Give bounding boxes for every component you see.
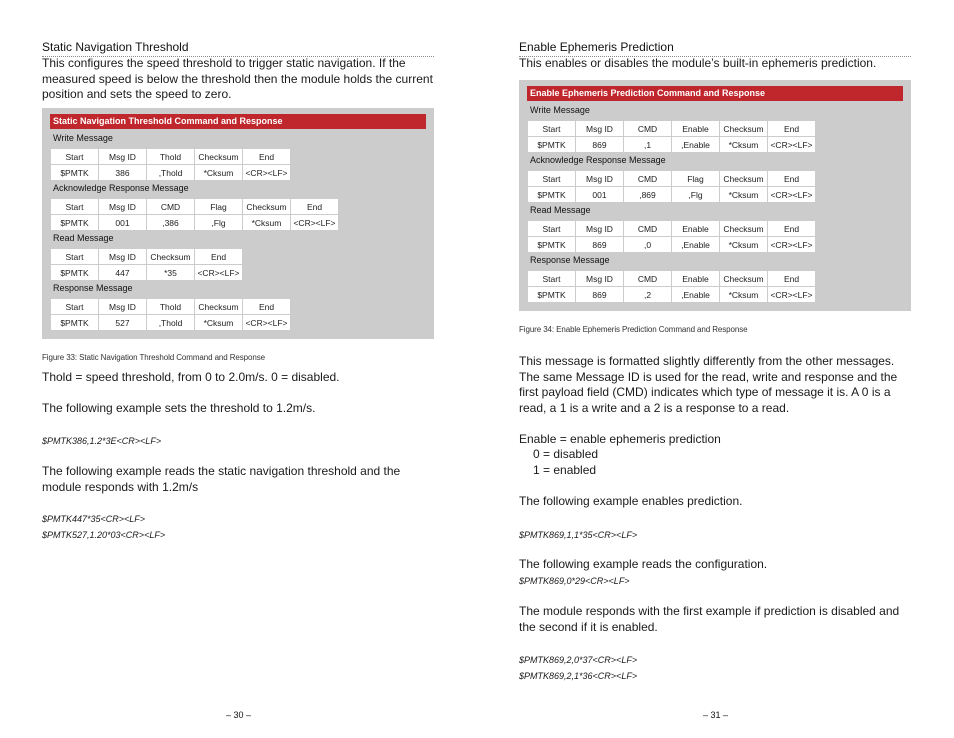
value-cell: <CR><LF> bbox=[291, 215, 339, 231]
header-cell: Enable bbox=[672, 271, 720, 287]
header-cell: Checksum bbox=[720, 221, 768, 237]
header-cell: Checksum bbox=[195, 299, 243, 315]
header-cell: CMD bbox=[624, 221, 672, 237]
table-row bbox=[528, 237, 816, 253]
command-table bbox=[42, 108, 434, 339]
header-cell: Msg ID bbox=[576, 121, 624, 137]
message-table bbox=[50, 198, 339, 231]
header-cell: Msg ID bbox=[99, 149, 147, 165]
code-example: $PMTK447*35<CR><LF> bbox=[42, 514, 146, 524]
table-header-row bbox=[51, 149, 291, 165]
command-table-header: Static Navigation Threshold Command and Response bbox=[50, 114, 426, 129]
table-row bbox=[528, 137, 816, 153]
value-cell: ,Enable bbox=[672, 287, 720, 303]
header-cell: Checksum bbox=[720, 271, 768, 287]
header-cell: Thold bbox=[147, 149, 195, 165]
message-label: Write Message bbox=[530, 105, 590, 115]
table-header-row bbox=[528, 221, 816, 237]
code-example: $PMTK869,0*29<CR><LF> bbox=[519, 576, 630, 586]
page-number: – 30 – bbox=[226, 710, 252, 720]
value-cell: ,0 bbox=[624, 237, 672, 253]
message-table bbox=[50, 148, 291, 181]
table-row bbox=[51, 215, 339, 231]
header-cell: Start bbox=[528, 121, 576, 137]
intro-paragraph: This enables or disables the module’s built-in ephemeris prediction. bbox=[519, 56, 877, 70]
header-cell: Start bbox=[528, 171, 576, 187]
code-example: $PMTK869,1,1*35<CR><LF> bbox=[519, 530, 638, 540]
header-cell: Thold bbox=[147, 299, 195, 315]
header-cell: Flag bbox=[195, 199, 243, 215]
code-example: $PMTK527,1.20*03<CR><LF> bbox=[42, 530, 166, 540]
table-header-row bbox=[51, 199, 339, 215]
value-cell: <CR><LF> bbox=[195, 265, 243, 281]
value-cell: 869 bbox=[576, 237, 624, 253]
value-cell: *Cksum bbox=[195, 165, 243, 181]
section-title: Enable Ephemeris Prediction bbox=[519, 40, 911, 57]
header-cell: Checksum bbox=[147, 249, 195, 265]
value-cell: *Cksum bbox=[720, 137, 768, 153]
table-row bbox=[51, 165, 291, 181]
header-cell: CMD bbox=[624, 121, 672, 137]
format-paragraph: This message is formatted slightly differently from the other messages. The same Message ID is used for the read, write and response and the first payload field (CMD) indicates which type of message it is. A 0 is a read, a 1 is a write and a 2 is a response to a read. bbox=[519, 354, 898, 415]
value-cell: *Cksum bbox=[243, 215, 291, 231]
message-label: Response Message bbox=[53, 283, 133, 293]
header-cell: CMD bbox=[624, 271, 672, 287]
value-cell: 869 bbox=[576, 137, 624, 153]
value-cell: <CR><LF> bbox=[768, 287, 816, 303]
value-cell: ,869 bbox=[624, 187, 672, 203]
header-cell: Start bbox=[51, 299, 99, 315]
example-read-intro: The following example reads the static navigation threshold and the module responds with 1.2m/s bbox=[42, 464, 401, 494]
value-cell: $PMTK bbox=[528, 187, 576, 203]
value-cell: 001 bbox=[576, 187, 624, 203]
header-cell: Msg ID bbox=[576, 271, 624, 287]
value-cell: <CR><LF> bbox=[243, 165, 291, 181]
value-cell: 869 bbox=[576, 287, 624, 303]
page-number: – 31 – bbox=[703, 710, 729, 720]
header-cell: Msg ID bbox=[99, 199, 147, 215]
header-cell: Flag bbox=[672, 171, 720, 187]
value-cell: ,Enable bbox=[672, 237, 720, 253]
value-cell: $PMTK bbox=[51, 215, 99, 231]
code-example: $PMTK869,2,1*36<CR><LF> bbox=[519, 671, 638, 681]
command-table-header: Enable Ephemeris Prediction Command and Response bbox=[527, 86, 903, 101]
value-cell: ,Enable bbox=[672, 137, 720, 153]
enable-description: Enable = enable ephemeris prediction bbox=[519, 432, 721, 446]
header-cell: Checksum bbox=[720, 171, 768, 187]
thold-description: Thold = speed threshold, from 0 to 2.0m/s. 0 = disabled. bbox=[42, 370, 340, 384]
value-cell: *Cksum bbox=[720, 237, 768, 253]
header-cell: CMD bbox=[624, 171, 672, 187]
value-cell: 386 bbox=[99, 165, 147, 181]
message-table bbox=[527, 220, 816, 253]
table-header-row bbox=[528, 271, 816, 287]
right-page bbox=[519, 0, 911, 738]
table-row bbox=[51, 315, 291, 331]
section-title: Static Navigation Threshold bbox=[42, 40, 434, 57]
code-example: $PMTK386,1.2*3E<CR><LF> bbox=[42, 436, 162, 446]
header-cell: Start bbox=[51, 199, 99, 215]
table-header-row bbox=[51, 299, 291, 315]
message-label: Write Message bbox=[53, 133, 113, 143]
left-page bbox=[42, 0, 434, 738]
header-cell: End bbox=[768, 221, 816, 237]
example-intro: The following example enables prediction. bbox=[519, 494, 743, 508]
header-cell: End bbox=[768, 171, 816, 187]
value-cell: $PMTK bbox=[528, 137, 576, 153]
message-label: Read Message bbox=[53, 233, 114, 243]
header-cell: Msg ID bbox=[99, 249, 147, 265]
message-table bbox=[527, 270, 816, 303]
header-cell: End bbox=[195, 249, 243, 265]
header-cell: Start bbox=[528, 271, 576, 287]
example-intro: The following example sets the threshold to 1.2m/s. bbox=[42, 401, 316, 415]
table-header-row bbox=[51, 249, 243, 265]
message-table bbox=[50, 298, 291, 331]
value-cell: ,Thold bbox=[147, 165, 195, 181]
header-cell: End bbox=[768, 121, 816, 137]
value-cell: ,1 bbox=[624, 137, 672, 153]
response-paragraph: The module responds with the first example if prediction is disabled and the second if it is enabled. bbox=[519, 604, 900, 634]
header-cell: Msg ID bbox=[99, 299, 147, 315]
message-table bbox=[527, 120, 816, 153]
table-row bbox=[528, 187, 816, 203]
value-cell: ,2 bbox=[624, 287, 672, 303]
message-label: Acknowledge Response Message bbox=[53, 183, 189, 193]
enable-option-enabled: 1 = enabled bbox=[533, 463, 597, 477]
table-header-row bbox=[528, 171, 816, 187]
header-cell: CMD bbox=[147, 199, 195, 215]
message-label: Acknowledge Response Message bbox=[530, 155, 666, 165]
header-cell: End bbox=[768, 271, 816, 287]
header-cell: Start bbox=[51, 249, 99, 265]
figure-caption: Figure 34: Enable Ephemeris Prediction Command and Response bbox=[519, 325, 748, 334]
header-cell: End bbox=[243, 299, 291, 315]
value-cell: $PMTK bbox=[528, 237, 576, 253]
value-cell: *Cksum bbox=[720, 187, 768, 203]
header-cell: End bbox=[243, 149, 291, 165]
table-header-row bbox=[528, 121, 816, 137]
value-cell: $PMTK bbox=[51, 315, 99, 331]
value-cell: *35 bbox=[147, 265, 195, 281]
value-cell: 001 bbox=[99, 215, 147, 231]
header-cell: Checksum bbox=[195, 149, 243, 165]
code-example: $PMTK869,2,0*37<CR><LF> bbox=[519, 655, 638, 665]
value-cell: ,Thold bbox=[147, 315, 195, 331]
header-cell: Msg ID bbox=[576, 171, 624, 187]
message-table bbox=[50, 248, 243, 281]
header-cell: Msg ID bbox=[576, 221, 624, 237]
value-cell: ,386 bbox=[147, 215, 195, 231]
table-row bbox=[528, 287, 816, 303]
table-row bbox=[51, 265, 243, 281]
value-cell: <CR><LF> bbox=[243, 315, 291, 331]
value-cell: ,Flg bbox=[195, 215, 243, 231]
value-cell: $PMTK bbox=[528, 287, 576, 303]
header-cell: Start bbox=[528, 221, 576, 237]
value-cell: $PMTK bbox=[51, 165, 99, 181]
intro-paragraph: This configures the speed threshold to trigger static navigation. If the measured speed is below the threshold then the module holds the current position and sets the speed to zero. bbox=[42, 56, 433, 101]
message-label: Response Message bbox=[530, 255, 610, 265]
header-cell: Checksum bbox=[243, 199, 291, 215]
value-cell: <CR><LF> bbox=[768, 187, 816, 203]
header-cell: Enable bbox=[672, 121, 720, 137]
value-cell: *Cksum bbox=[195, 315, 243, 331]
header-cell: End bbox=[291, 199, 339, 215]
value-cell: <CR><LF> bbox=[768, 237, 816, 253]
value-cell: 527 bbox=[99, 315, 147, 331]
enable-option-disabled: 0 = disabled bbox=[533, 447, 599, 461]
value-cell: ,Flg bbox=[672, 187, 720, 203]
value-cell: $PMTK bbox=[51, 265, 99, 281]
header-cell: Checksum bbox=[720, 121, 768, 137]
message-label: Read Message bbox=[530, 205, 591, 215]
value-cell: 447 bbox=[99, 265, 147, 281]
header-cell: Start bbox=[51, 149, 99, 165]
example-read-intro: The following example reads the configuration. bbox=[519, 557, 768, 571]
command-table bbox=[519, 80, 911, 311]
value-cell: *Cksum bbox=[720, 287, 768, 303]
header-cell: Enable bbox=[672, 221, 720, 237]
value-cell: <CR><LF> bbox=[768, 137, 816, 153]
figure-caption: Figure 33: Static Navigation Threshold Command and Response bbox=[42, 353, 265, 362]
message-table bbox=[527, 170, 816, 203]
